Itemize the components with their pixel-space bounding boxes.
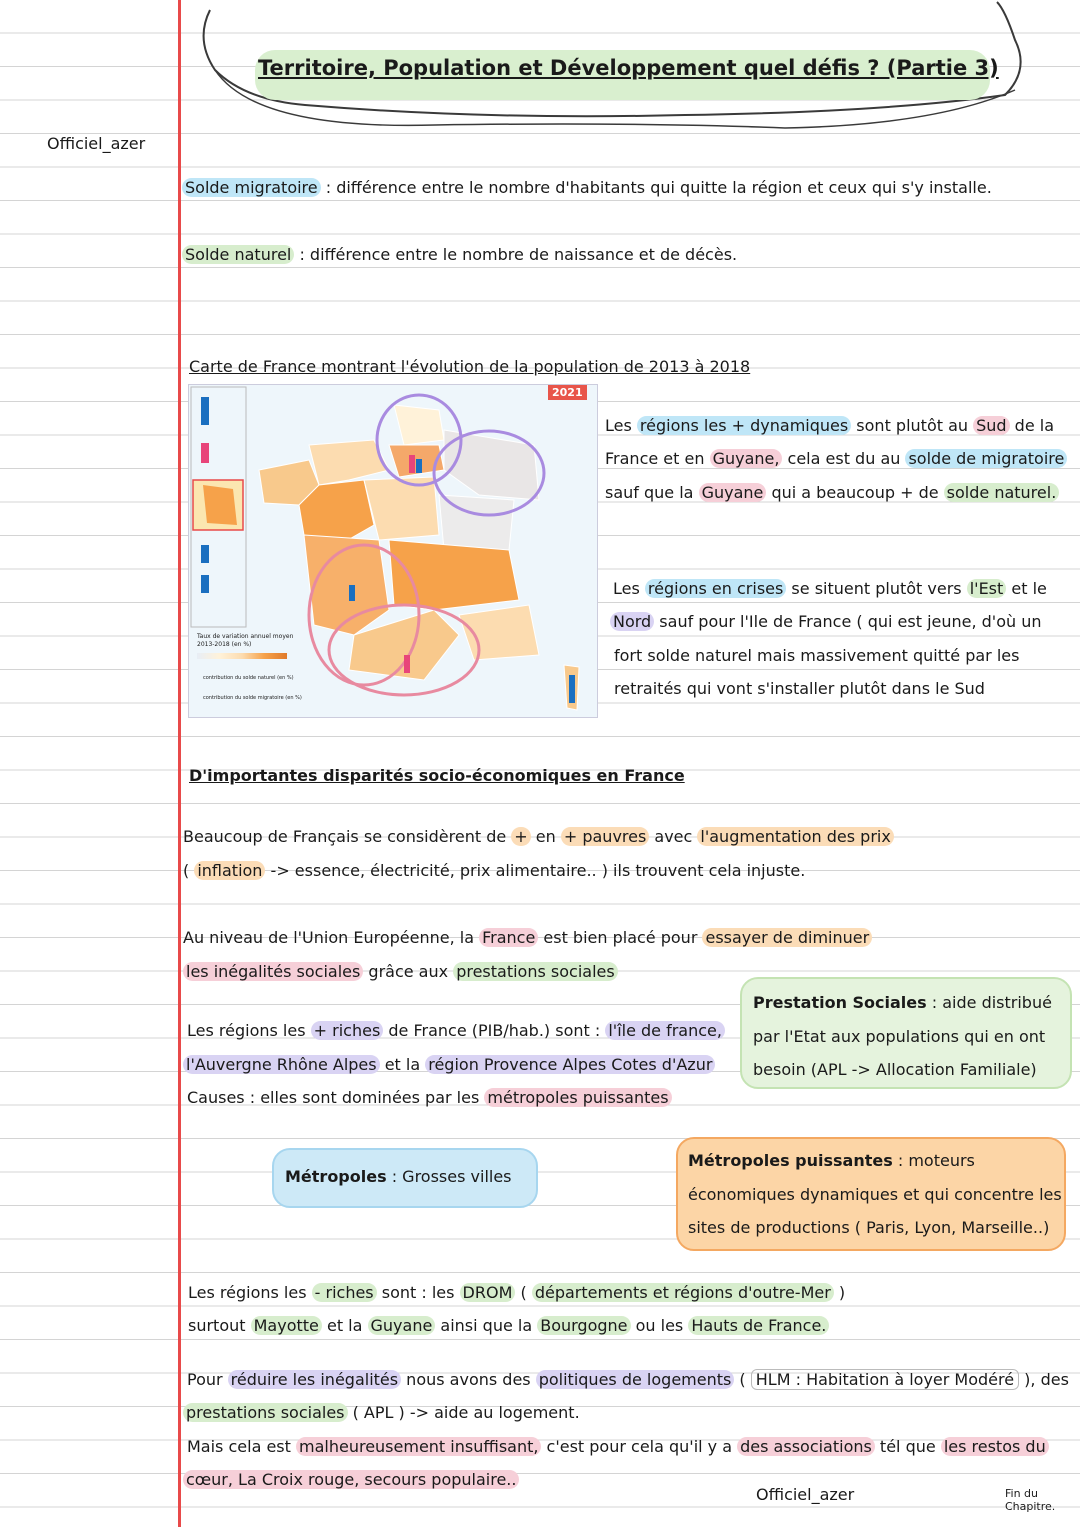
- map-bar: [349, 585, 355, 601]
- dynamic-regions-line3: [605, 476, 1059, 510]
- highlight: inflation: [194, 861, 265, 880]
- text: tél que: [874, 1437, 941, 1456]
- disparities-p1-line1: [183, 820, 894, 854]
- map-bar: [201, 443, 209, 463]
- highlight: malheureusement insuffisant,: [296, 1437, 541, 1456]
- text: cela est du au: [782, 449, 906, 468]
- definition-text: : différence entre le nombre d'habitants qui quitte la région et ceux qui s'y installe.: [320, 178, 992, 197]
- crisis-regions-line1: [613, 572, 1047, 606]
- highlight: régions les + dynamiques: [637, 416, 851, 435]
- highlight: prestations sociales: [183, 1403, 348, 1422]
- text: (: [183, 861, 195, 880]
- map-legend-title: Taux de variation annuel moyen 2013-2018 (en %): [197, 633, 294, 648]
- highlight: l'île de france,: [605, 1021, 725, 1040]
- text: Les régions les: [188, 1283, 312, 1302]
- hlm-definition: HLM : Habitation à loyer Modéré: [751, 1369, 1019, 1390]
- highlight: les inégalités sociales: [183, 962, 363, 981]
- text: avec: [649, 827, 698, 846]
- term: Métropoles: [285, 1167, 387, 1186]
- text: en: [530, 827, 561, 846]
- crisis-regions-line3: fort solde naturel mais massivement quitté par les: [614, 646, 1020, 665]
- term-solde-migratoire: Solde migratoire: [182, 178, 321, 197]
- highlight: Guyane: [699, 483, 767, 502]
- text: surtout: [188, 1316, 251, 1335]
- text: : Grosses villes: [386, 1167, 512, 1186]
- map-bar: [409, 455, 415, 473]
- rich-regions-line2: [183, 1048, 715, 1082]
- text: de la: [1009, 416, 1054, 435]
- text: -> essence, électricité, prix alimentaire.. ) ils trouvent cela injuste.: [265, 861, 806, 880]
- text: France et en: [605, 449, 710, 468]
- disparities-p2-line1: [183, 921, 872, 955]
- highlight: l'Est: [967, 579, 1007, 598]
- author-tag: Officiel_azer: [47, 134, 146, 153]
- policies-line1: [187, 1363, 1069, 1397]
- text: sont plutôt au: [851, 416, 974, 435]
- map-bar: [201, 575, 209, 593]
- margin-line: [178, 0, 181, 1527]
- policies-line4: [183, 1463, 519, 1497]
- text: ), des: [1019, 1370, 1069, 1389]
- text: (: [515, 1283, 532, 1302]
- text: ou les: [630, 1316, 689, 1335]
- metropoles-puissantes-line2: économiques dynamiques et qui concentre les: [688, 1185, 1062, 1204]
- dynamic-regions-line2: [605, 442, 1067, 476]
- highlight: solde naturel.: [944, 483, 1060, 502]
- text: et la: [321, 1316, 368, 1335]
- highlight: régions en crises: [645, 579, 786, 598]
- map-caption: Carte de France montrant l'évolution de la population de 2013 à 2018: [189, 357, 751, 376]
- text: Les: [605, 416, 637, 435]
- prestation-line2: par l'Etat aux populations qui en ont: [753, 1027, 1046, 1046]
- highlight: l'Auvergne Rhône Alpes: [183, 1055, 380, 1074]
- disparities-p2-line2: [183, 955, 618, 989]
- highlight: région Provence Alpes Cotes d'Azur: [425, 1055, 715, 1074]
- highlight: métropoles puissantes: [484, 1088, 671, 1107]
- map-drawing: [189, 385, 597, 717]
- metropoles-puissantes-line3: sites de productions ( Paris, Lyon, Marseille..): [688, 1218, 1050, 1237]
- text: nous avons des: [401, 1370, 536, 1389]
- text: se situent plutôt vers: [786, 579, 967, 598]
- highlight: + pauvres: [561, 827, 649, 846]
- disparities-p1-line2: [183, 854, 805, 888]
- crisis-regions-line2: [610, 605, 1042, 639]
- policies-line2: [183, 1396, 580, 1430]
- definition-solde-naturel: [182, 238, 737, 272]
- text: qui a beaucoup + de: [766, 483, 944, 502]
- text: Les régions les: [187, 1021, 311, 1040]
- highlight: Guyane: [368, 1316, 436, 1335]
- text: Au niveau de l'Union Européenne, la: [183, 928, 480, 947]
- map-bar: [569, 675, 575, 703]
- map-bar: [416, 459, 422, 473]
- highlight: les restos du: [941, 1437, 1049, 1456]
- highlight: Sud: [973, 416, 1009, 435]
- text: et la: [379, 1055, 426, 1074]
- highlight: départements et régions d'outre-Mer: [532, 1283, 834, 1302]
- highlight: + riches: [311, 1021, 384, 1040]
- end-mark: [1005, 1487, 1055, 1513]
- rich-regions-line1: [187, 1014, 725, 1048]
- disparities-heading: D'importantes disparités socio-économiques en France: [189, 766, 685, 785]
- text: grâce aux: [363, 962, 454, 981]
- text: ): [833, 1283, 846, 1302]
- text: ainsi que la: [435, 1316, 538, 1335]
- text: ( APL ) -> aide au logement.: [347, 1403, 580, 1422]
- highlight: Nord: [610, 612, 654, 631]
- rich-regions-line3: [187, 1081, 672, 1115]
- highlight: DROM: [460, 1283, 516, 1302]
- map-legend-migration: contribution du solde migratoire (en %): [203, 695, 302, 701]
- highlight: Bourgogne: [537, 1316, 630, 1335]
- policies-line3: [187, 1430, 1049, 1464]
- term: Prestation Sociales: [753, 993, 927, 1012]
- text: Beaucoup de Français se considèrent de: [183, 827, 512, 846]
- map-legend-scale: [197, 653, 287, 659]
- map-stamp: 2021: [548, 385, 587, 400]
- highlight: l'augmentation des prix: [697, 827, 893, 846]
- dynamic-regions-line1: [605, 409, 1054, 443]
- text: et le: [1006, 579, 1047, 598]
- text: de France (PIB/hab.) sont :: [383, 1021, 606, 1040]
- france-population-map: [188, 384, 598, 718]
- highlight: des associations: [737, 1437, 875, 1456]
- poor-regions-line1: [188, 1276, 845, 1310]
- page-title: Territoire, Population et Développement quel défis ? (Partie 3): [258, 56, 999, 80]
- highlight: politiques de logements: [536, 1370, 735, 1389]
- term: Métropoles puissantes: [688, 1151, 893, 1170]
- map-bar: [404, 655, 410, 673]
- footer-author: Officiel_azer: [756, 1485, 855, 1504]
- highlight: solde de migratoire: [905, 449, 1067, 468]
- prestation-line3: besoin (APL -> Allocation Familiale): [753, 1060, 1037, 1079]
- text: sont : les: [376, 1283, 460, 1302]
- highlight: prestations sociales: [453, 962, 618, 981]
- highlight: cœur, La Croix rouge, secours populaire..: [183, 1470, 519, 1489]
- metropoles-definition: [285, 1160, 512, 1194]
- text: Les: [613, 579, 645, 598]
- highlight: réduire les inégalités: [228, 1370, 401, 1389]
- text: Pour: [187, 1370, 228, 1389]
- text: : aide distribué: [926, 993, 1052, 1012]
- text: est bien placé pour: [538, 928, 703, 947]
- text: : moteurs: [892, 1151, 975, 1170]
- text: Causes : elles sont dominées par les: [187, 1088, 485, 1107]
- text: c'est pour cela qu'il y a: [541, 1437, 738, 1456]
- text: sauf pour l'Ile de France ( qui est jeune, d'où un: [654, 612, 1042, 631]
- term-solde-naturel: Solde naturel: [182, 245, 294, 264]
- highlight: France: [479, 928, 538, 947]
- map-legend-natural: contribution du solde naturel (en %): [203, 675, 294, 681]
- text: sauf que la: [605, 483, 699, 502]
- text: (: [734, 1370, 751, 1389]
- highlight: +: [511, 827, 530, 846]
- end-mark-line: Chapitre.: [1005, 1500, 1056, 1513]
- highlight: - riches: [312, 1283, 377, 1302]
- highlight: Hauts de France.: [688, 1316, 829, 1335]
- definition-solde-migratoire: [182, 171, 992, 205]
- highlight: Guyane,: [710, 449, 783, 468]
- text: Mais cela est: [187, 1437, 296, 1456]
- poor-regions-line2: [188, 1309, 829, 1343]
- prestation-line1: [753, 986, 1052, 1020]
- definition-text: : différence entre le nombre de naissance et de décès.: [294, 245, 738, 264]
- map-bar: [201, 545, 209, 563]
- end-mark-line: Fin du: [1005, 1487, 1039, 1500]
- crisis-regions-line4: retraités qui vont s'installer plutôt dans le Sud: [614, 679, 985, 698]
- highlight: Mayotte: [251, 1316, 322, 1335]
- metropoles-puissantes-line1: [688, 1144, 975, 1178]
- highlight: essayer de diminuer: [702, 928, 872, 947]
- map-bar: [201, 397, 209, 425]
